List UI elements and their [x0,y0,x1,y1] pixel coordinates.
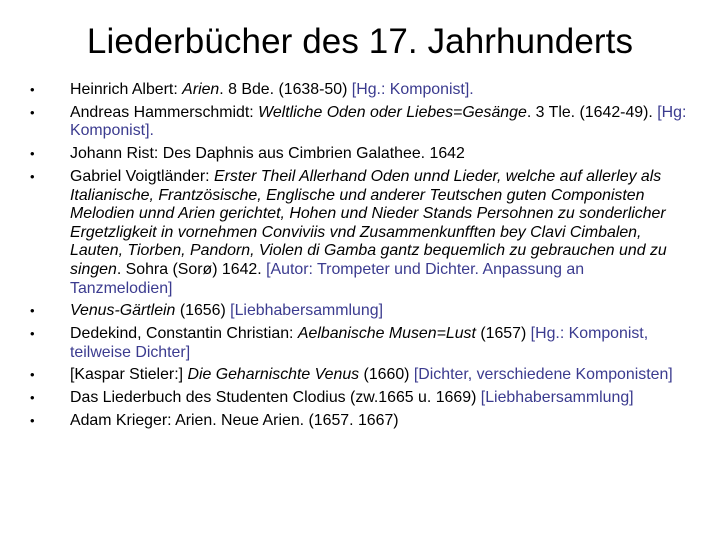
item-text: . 3 Tle. (1642-49). [526,103,658,121]
item-note: [Dichter, verschiedene Komponisten] [413,366,673,384]
item-text: Dedekind, Constantin Christian: [70,325,298,343]
bullet-icon: • [30,390,35,406]
item-note: [Liebhabersammlung] [230,302,383,320]
item-text: (1657) [475,325,531,343]
item-title: Aelbanische Musen=Lust [297,325,476,343]
list-item [30,366,690,385]
bullet-icon: • [30,413,35,428]
item-text: (1660) [359,366,414,384]
bullet-icon: • [30,82,35,97]
item-note: [Autor: Trompeter und Dichter. Anpassung an Tanzmelodien] [70,260,585,297]
item-text: Johann Rist: Des Daphnis aus Cimbrien Galathee. 1642 [70,145,465,163]
item-text: . Sohra (Sorø) 1642. [116,260,267,278]
bullet-icon: • [30,104,35,120]
item-title: Venus-Gärtlein [70,302,176,320]
item-title: Die Geharnischte Venus [187,366,360,384]
list-item [30,302,690,321]
bullet-icon: • [30,303,35,319]
item-text: Heinrich Albert: [70,81,183,98]
item-text: Gabriel Voigtländer: [70,167,214,185]
item-title: Erster Theil Allerhand Oden unnd Lieder, welche auf allerley als Italianische, Frantzösische, Englische und anderer Teutschen guten Componisten Melodien unnd Arien gerichtet, Hohen und Nieder Stands Persohnen zu sonderlicher Ergetzligkeit in vornehmen Conviviis vnd Zusammenkunfften bey Clavi Cimbalen, Lauten, Tiorben, Pandorn, Violen di Gamba gantz bequemlich zu gebrauchen und zu singen [70,167,667,278]
bullet-icon: • [30,168,35,184]
list-item [30,389,690,408]
item-note: [Hg: Komponist]. [70,103,687,140]
bullet-icon: • [30,367,35,383]
list-item [30,412,690,431]
list-item [30,168,690,298]
item-text: Andreas Hammerschmidt: [70,103,259,121]
bullet-list [30,81,690,435]
item-note: [Hg.: Komponist, teilweise Dichter] [70,325,649,361]
item-text: (1656) [175,302,231,320]
item-note: [Hg.: Komponist]. [351,81,474,98]
item-text: Adam Krieger: Arien. Neue Arien. (1657. 1667) [70,412,399,429]
list-item [30,145,690,164]
item-title: Arien [182,81,220,98]
item-note: [Liebhabersammlung] [480,389,634,407]
bullet-icon: • [30,326,35,342]
list-item [30,81,690,100]
list-item [30,325,690,362]
item-text: [Kaspar Stieler:] [70,366,188,384]
list-item [30,104,690,141]
item-title: Weltliche Oden oder Liebes=Gesänge [258,103,527,121]
item-text: Das Liederbuch des Studenten Clodius (zw.1665 u. 1669) [70,389,481,407]
bullet-icon: • [30,146,35,162]
item-text: . 8 Bde. (1638-50) [219,81,352,98]
slide-title: Liederbücher des 17. Jahrhunderts [86,22,634,61]
